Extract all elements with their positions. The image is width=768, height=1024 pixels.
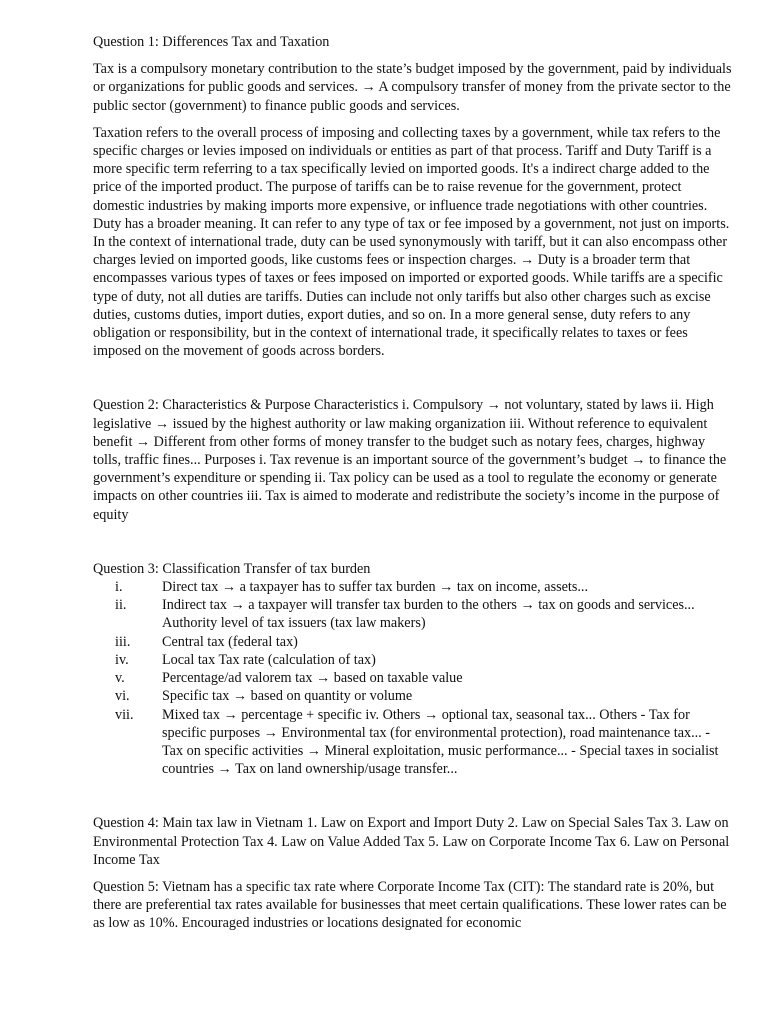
list-item xyxy=(93,651,733,669)
list-item-number: i. xyxy=(115,579,123,596)
list-item xyxy=(93,687,733,705)
list-item-number: iii. xyxy=(115,633,131,650)
list-item-text: Mixed tax → percentage + specific iv. Others → optional tax, seasonal tax... Others - Tax for specific purposes → Environmental tax (for environmental protection), road maintenance tax... - Tax on specific activities → Mineral exploitation, music performance... - Special taxes in socialist countries → Tax on land ownership/usage transfer... xyxy=(162,706,719,778)
question-3-section xyxy=(93,560,733,778)
question-4-section xyxy=(93,814,733,869)
list-item-number: ii. xyxy=(115,597,127,614)
classification-list xyxy=(93,578,733,778)
list-item-text: Direct tax → a taxpayer has to suffer tax burden → tax on income, assets... xyxy=(162,579,589,596)
question-1-paragraph-1: Tax is a compulsory monetary contribution to the state’s budget imposed by the government, paid by individuals or organizations for public goods and services. → A compulsory transfer of money from the private sector to the public sector (government) to finance public goods and services. xyxy=(93,61,732,114)
list-item-number: vii. xyxy=(115,706,134,723)
question-1-section xyxy=(93,33,733,360)
list-item-number: vi. xyxy=(115,688,130,705)
list-item-text: Indirect tax → a taxpayer will transfer tax burden to the others → tax on goods and services... Authority level of tax issuers (tax law makers) xyxy=(162,597,695,632)
question-2-section xyxy=(93,396,733,523)
list-item xyxy=(93,596,733,632)
list-item xyxy=(93,706,733,779)
question-3-heading: Question 3: Classification Transfer of tax burden xyxy=(93,560,371,577)
question-2-paragraph: Question 2: Characteristics & Purpose Characteristics i. Compulsory → not voluntary, stated by laws ii. High legislative → issued by the highest authority or law making organization iii. Without reference to equivalent benefit → Different from other forms of money transfer to the budget such as notary fees, charges, highway tolls, traffic fines... Purposes i. Tax revenue is an important source of the government’s budget → to finance the government’s expenditure or spending ii. Tax policy can be used as a tool to regulate the economy or generate impacts on other countries iii. Tax is aimed to moderate and redistribute the society’s income in the purpose of equity xyxy=(93,397,727,523)
list-item-text: Specific tax → based on quantity or volume xyxy=(162,688,413,705)
list-item-text: Central tax (federal tax) xyxy=(162,633,298,650)
question-5-paragraph: Question 5: Vietnam has a specific tax rate where Corporate Income Tax (CIT): The standard rate is 20%, but there are preferential tax rates available for businesses that meet certain qualifications. These lower rates can be as low as 10%. Encouraged industries or locations designated for economic xyxy=(93,878,727,932)
question-5-section xyxy=(93,878,733,933)
question-4-paragraph: Question 4: Main tax law in Vietnam 1. Law on Export and Import Duty 2. Law on Special Sales Tax 3. Law on Environmental Protection Tax 4. Law on Value Added Tax 5. Law on Corporate Income Tax 6. Law on Personal Income Tax xyxy=(93,815,730,868)
list-item-number: v. xyxy=(115,670,125,687)
question-1-heading: Question 1: Differences Tax and Taxation xyxy=(93,34,330,50)
list-item xyxy=(93,578,733,596)
list-item-number: iv. xyxy=(115,651,129,668)
list-item xyxy=(93,633,733,651)
question-1-paragraph-2: Taxation refers to the overall process of imposing and collecting taxes by a government, while tax refers to the specific charges or levies imposed on individuals or entities as part of that process. Tariff and Duty Tariff is a more specific term referring to a tax specifically levied on imported goods. It's a indirect charge added to the price of the imported product. The purpose of tariffs can be to raise revenue for the government, protect domestic industries by making imports more expensive, or influence trade negotiations with other countries. Duty has a broader meaning. It can refer to any type of tax or fee imposed by a government, not just on imports. In the context of international trade, duty can be used synonymously with tariff, but it can also encompass other charges levied on imported goods, like customs fees or inspection charges. → Duty is a broader term that encompasses various types of taxes or fees imposed on imported or exported goods. While tariffs are a specific type of duty, not all duties are tariffs. Duties can include not only tariffs but also other charges such as excise duties, customs duties, import duties, export duties, and so on. In a more general sense, duty refers to any obligation or responsibility, but in the context of international trade, it specifically relates to taxes or fees imposed on the movement of goods across borders. xyxy=(93,124,730,360)
list-item-text: Percentage/ad valorem tax → based on taxable value xyxy=(162,670,463,687)
list-item-text: Local tax Tax rate (calculation of tax) xyxy=(162,651,376,668)
list-item xyxy=(93,669,733,687)
document-page xyxy=(93,33,733,933)
